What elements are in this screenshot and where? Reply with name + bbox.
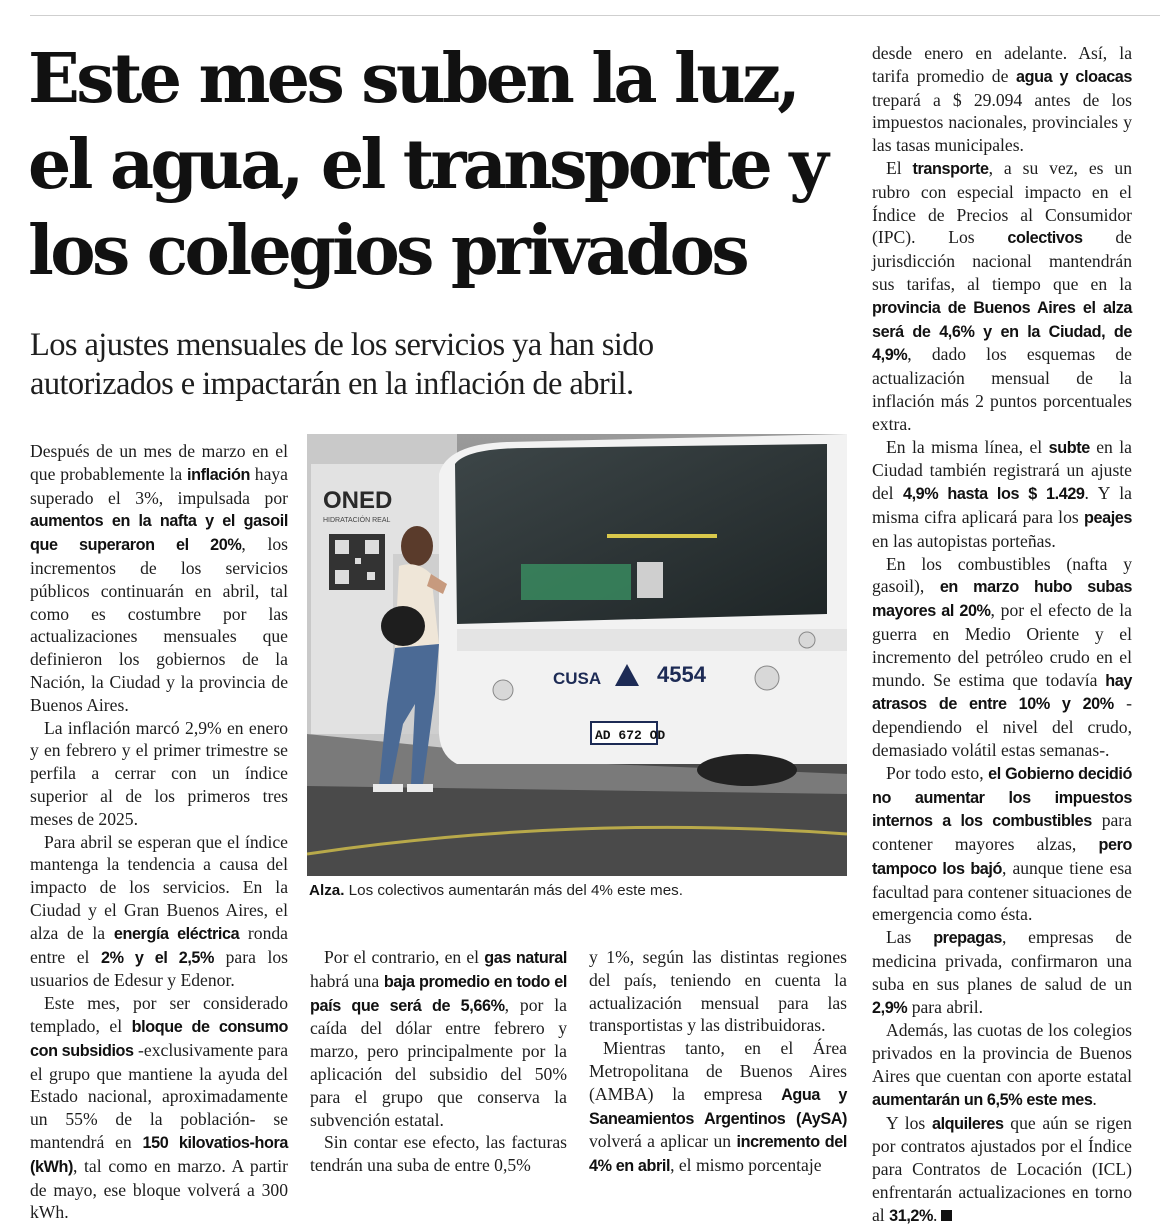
paragraph-first-quarter: La inflación marcó 2,9% en enero y en febrero y el primer trimestre se perfila a cerrar con un índice superior al de los primeros tres meses de 2025. — [30, 717, 288, 829]
end-of-article-mark — [941, 1210, 952, 1221]
bus-number-text: 4554 — [657, 662, 706, 687]
column-3 — [589, 946, 847, 1178]
bus-photo-illustration — [307, 434, 847, 876]
caption-label: Alza. — [309, 882, 345, 899]
paragraph-transport: El transporte, a su vez, es un rubro con especial impacto en el Índice de Precios al Consumidor (IPC). Los colectivos de jurisdicción nacional mantendrán sus tarifas, al tiempo que en la provincia de Buenos Aires el alza será de 4,6% y en la Ciudad, de 4,9%, dado los esquemas de actualización mensual de la inflación más 2 puntos porcentuales extra. — [872, 157, 1132, 434]
paragraph-gas-regions: y 1%, según las distintas regiones del país, teniendo en cuenta la actualización mensual para las transportistas y las distribuidoras. — [589, 947, 847, 1036]
paragraph-rentals: Y los alquileres que aún se rigen por contratos ajustados por el Índice para Contratos de Locación (ICL) enfrentarán actualizaciones en torno al 31,2%. — [872, 1112, 1132, 1225]
paragraph-subsidy-block: Este mes, por ser considerado templado, el bloque de consumo con subsidios -exclusivamente para el grupo que mantiene la ayuda del Estado nacional, aproximadamente un 55% de la población- se mantendrá en 150 kilovatios-hora (kWh), tal como en marzo. A partir de mayo, ese bloque volverá a 300 kWh. — [30, 993, 289, 1223]
subheadline — [30, 326, 850, 404]
paragraph-water-tariff: desde enero en adelante. Así, la tarifa promedio de agua y cloacas trepará a $ 29.094 antes de los impuestos nacionales, provinciales y las tasas municipales. — [872, 43, 1133, 156]
license-plate-text: AD 672 OD — [595, 728, 666, 743]
sign-brand-text: ONED — [323, 487, 393, 514]
subhead-line-1: Los ajustes mensuales de los servicios ya han sido — [30, 327, 654, 363]
sign-tagline-text: HIDRATACIÓN REAL — [323, 517, 391, 524]
headline-line-1: Este mes suben la luz, — [28, 39, 798, 119]
paragraph-prepaid-health: Las prepagas, empresas de medicina privada, confirmaron una suba en sus planes de salud de un 2,9% para abril. — [872, 927, 1132, 1017]
column-4 — [872, 42, 1132, 1228]
bus-photo — [307, 434, 847, 876]
top-rule — [30, 15, 1160, 16]
paragraph-natural-gas: Por el contrario, en el gas natural habrá una baja promedio en todo el país que será de 5,66%, por la caída del dólar entre febrero y marzo, pero principalmente por la aplicación del subsidio del 50% para el grupo que conserva la subvención estatal. — [310, 947, 567, 1130]
bus-company-text: CUSA — [553, 669, 602, 688]
paragraph-inflation: Después de un mes de marzo en el que probablemente la inflación haya superado el 3%, impulsada por aumentos en la nafta y el gasoil que superaron el 20%, los incrementos de los servicios públicos continuarán en abril, tal como es costumbre por las actualizaciones mensuales que definieron los gobiernos de la Nación, la Ciudad y la provincia de Buenos Aires. — [30, 441, 288, 715]
column-2 — [310, 946, 567, 1177]
paragraph-water: Mientras tanto, en el Área Metropolitana de Buenos Aires (AMBA) la empresa Agua y Saneamientos Argentinos (AySA) volverá a aplicar un incremento del 4% en abril, el mismo porcentaje — [589, 1038, 847, 1176]
caption-text: Los colectivos aumentarán más del 4% este mes. — [344, 882, 683, 899]
paragraph-private-schools: Además, las cuotas de los colegios privados en la provincia de Buenos Aires que cuentan con aporte estatal aumentarán un 6,5% este mes. — [872, 1020, 1132, 1109]
headline — [28, 36, 858, 294]
paragraph-subway: En la misma línea, el subte en la Ciudad también registrará un ajuste del 4,9% hasta los $ 1.429. Y la misma cifra aplicará para los peajes en las autopistas porteñas. — [872, 436, 1132, 551]
paragraph-electricity: Para abril se esperan que el índice mantenga la tendencia a causa del impacto de los servicios. En la Ciudad y el Gran Buenos Aires, el alza de la energía eléctrica ronda entre el 2% y el 2,5% para los usuarios de Edesur y Edenor. — [30, 831, 289, 991]
subhead-line-2: autorizados e impactarán en la inflación de abril. — [30, 366, 634, 402]
column-1 — [30, 440, 288, 1224]
paragraph-gas-bills: Sin contar ese efecto, las facturas tendrán una suba de entre 0,5% — [310, 1132, 567, 1176]
headline-line-2: el agua, el transporte y — [28, 125, 826, 205]
paragraph-fuel-taxes: Por todo esto, el Gobierno decidió no aumentar los impuestos internos a los combustibles para contener mayores alzas, pero tampoco los bajó, aunque tiene esa facultad para contener situaciones de emergencia como ésta. — [872, 762, 1132, 925]
headline-line-3: los colegios privados — [28, 211, 747, 291]
paragraph-fuel: En los combustibles (nafta y gasoil), en marzo hubo subas mayores al 20%, por el efecto de la guerra en Medio Oriente y el incremento del petróleo crudo en el mundo. Se estima que todavía hay atrasos de entre 10% y 20% -dependiendo el nivel del crudo, demasiado volátil estas semanas-. — [872, 553, 1133, 760]
photo-caption — [309, 881, 849, 901]
